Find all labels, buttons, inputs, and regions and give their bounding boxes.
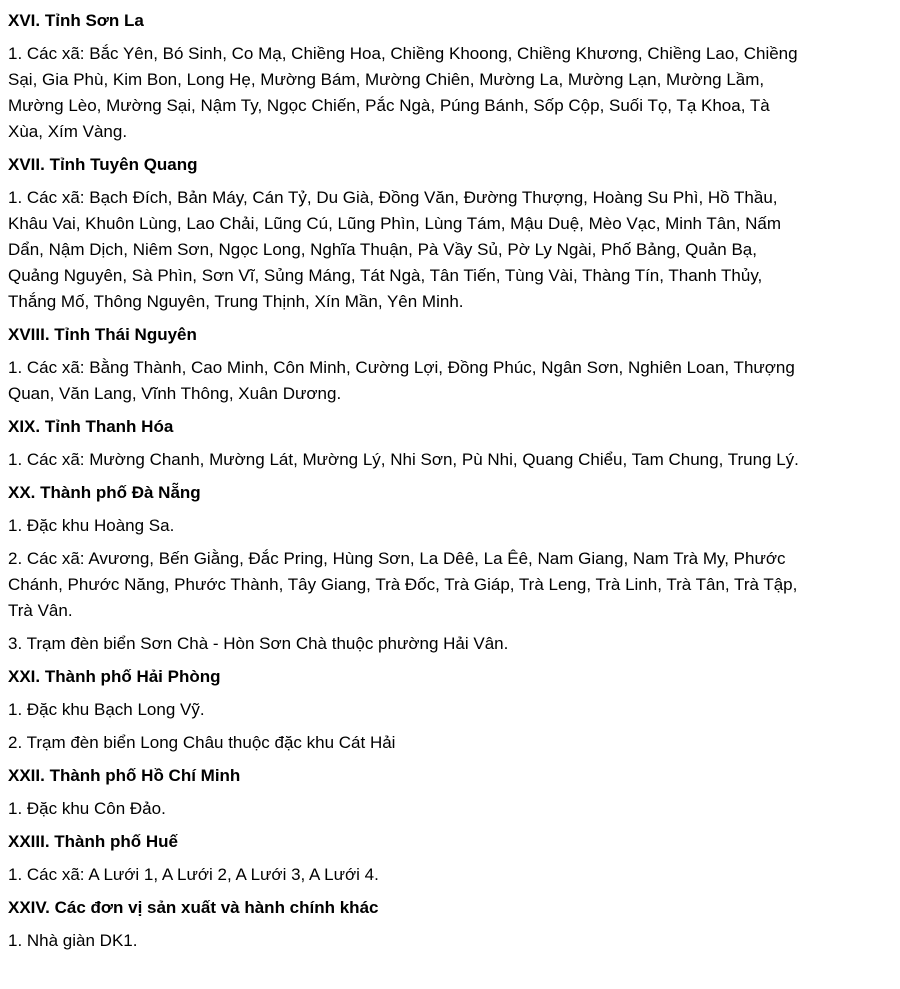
section-paragraph: 1. Đặc khu Bạch Long Vỹ. [8,700,205,719]
section-paragraph: 2. Trạm đèn biển Long Châu thuộc đặc khu Cát Hải [8,733,396,752]
section-heading: XVIII. Tỉnh Thái Nguyên [8,325,197,344]
section-paragraph: 1. Các xã: Mường Chanh, Mường Lát, Mường Lý, Nhi Sơn, Pù Nhi, Quang Chiểu, Tam Chung, Trung Lý. [8,450,799,469]
section-heading: XXIII. Thành phố Huế [8,832,178,851]
section-heading: XXI. Thành phố Hải Phòng [8,667,221,686]
section-heading: XXIV. Các đơn vị sản xuất và hành chính khác [8,898,379,917]
section-paragraph: 1. Đặc khu Côn Đảo. [8,799,166,818]
section-heading: XIX. Tỉnh Thanh Hóa [8,417,174,436]
section-paragraph: 1. Nhà giàn DK1. [8,931,138,950]
section-heading: XX. Thành phố Đà Nẵng [8,483,201,502]
section-paragraph: 1. Các xã: A Lưới 1, A Lưới 2, A Lưới 3, A Lưới 4. [8,865,379,884]
section-paragraph: 1. Các xã: Bắc Yên, Bó Sinh, Co Mạ, Chiềng Hoa, Chiềng Khoong, Chiềng Khương, Chiềng Lao, Chiềng Sại, Gia Phù, Kim Bon, Long Hẹ, Mường Bám, Mường Chiên, Mường La, Mường Lạn, Mường Lầm, Mường Lèo, Mường Sại, Nậm Ty, Ngọc Chiến, Pắc Ngà, Púng Bánh, Sốp Cộp, Suối Tọ, Tạ Khoa, Tà Xùa, Xím Vàng. [8,44,798,141]
section-heading: XVII. Tỉnh Tuyên Quang [8,155,198,174]
section-paragraph: 2. Các xã: Avương, Bến Giằng, Đắc Pring, Hùng Sơn, La Dêê, La Êê, Nam Giang, Nam Trà My, Phước Chánh, Phước Năng, Phước Thành, Tây Giang, Trà Đốc, Trà Giáp, Trà Leng, Trà Linh, Trà Tân, Trà Tập, Trà Vân. [8,549,798,620]
section-paragraph: 3. Trạm đèn biển Sơn Chà - Hòn Sơn Chà thuộc phường Hải Vân. [8,634,509,653]
section-heading: XXII. Thành phố Hồ Chí Minh [8,766,241,785]
section-paragraph: 1. Các xã: Bằng Thành, Cao Minh, Côn Minh, Cường Lợi, Đồng Phúc, Ngân Sơn, Nghiên Loan, Thượng Quan, Văn Lang, Vĩnh Thông, Xuân Dương. [8,358,795,403]
section-paragraph: 1. Các xã: Bạch Đích, Bản Máy, Cán Tỷ, Du Già, Đồng Văn, Đường Thượng, Hoàng Su Phì, Hồ Thầu, Khâu Vai, Khuôn Lùng, Lao Chải, Lũng Cú, Lũng Phìn, Lùng Tám, Mậu Duệ, Mèo Vạc, Minh Tân, Nấm Dẩn, Nậm Dịch, Niêm Sơn, Ngọc Long, Nghĩa Thuận, Pà Vầy Sủ, Pờ Ly Ngài, Phố Bảng, Quản Bạ, Quảng Nguyên, Sà Phìn, Sơn Vĩ, Sủng Máng, Tát Ngà, Tân Tiến, Tùng Vài, Thàng Tín, Thanh Thủy, Thắng Mố, Thông Nguyên, Trung Thịnh, Xín Mần, Yên Minh. [8,188,782,311]
section-paragraph: 1. Đặc khu Hoàng Sa. [8,516,175,535]
section-heading: XVI. Tỉnh Sơn La [8,11,144,30]
